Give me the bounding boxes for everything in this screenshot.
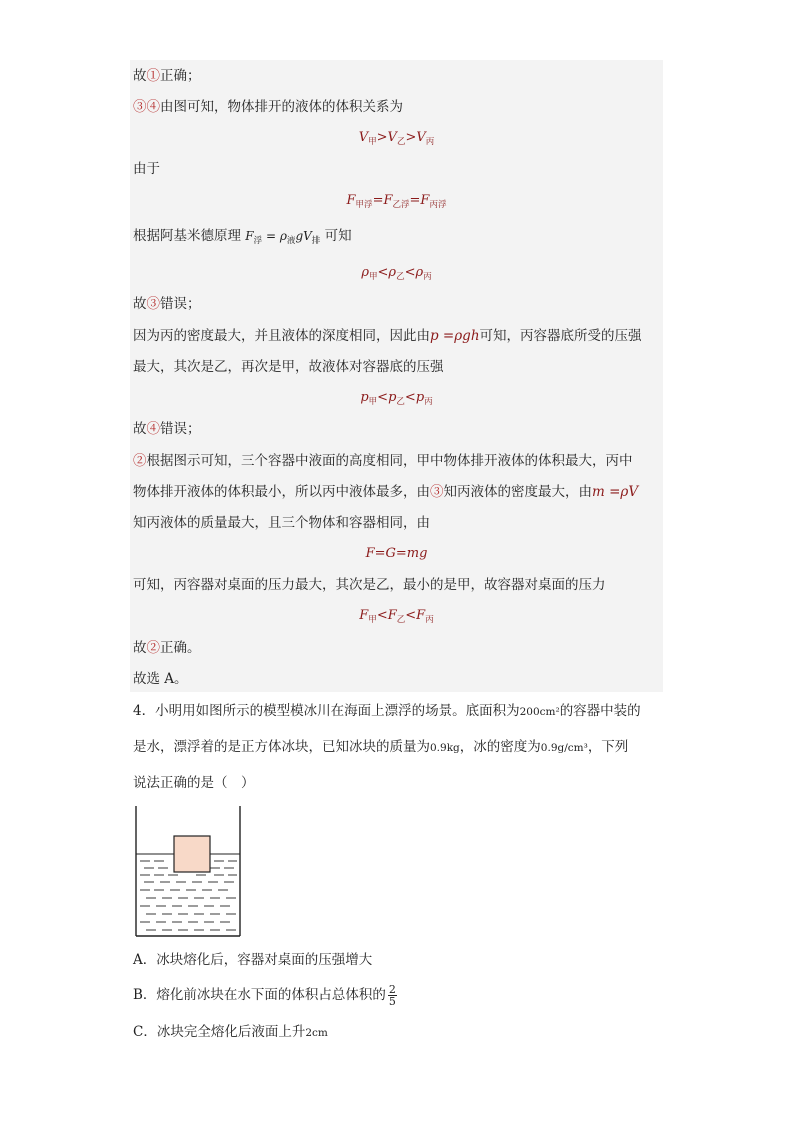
solution-line-correct-2: 故②正确。 — [133, 640, 201, 656]
container-diagram — [134, 806, 244, 938]
solution-answer: 故选 A。 — [133, 671, 188, 687]
equation-volume: $V_甲>V_乙>V_丙$ — [358, 130, 435, 147]
solution-line-wrong-4: 故④错误； — [133, 421, 201, 437]
text: 由图可知，物体排开的液体的体积关系为 — [160, 99, 403, 115]
option-b[interactable]: B．熔化前冰块在水下面的体积占总体积的 $\frac{2}{5}$ — [133, 983, 396, 1008]
question-line-1: 4．小明用如图所示的模型模冰川在海面上漂浮的场景。底面积为200cm²的容器中装的 — [133, 703, 641, 719]
solution-line-archimedes: 根据阿基米德原理 $F_浮 = \rho_液gV_排$ 可知 — [133, 228, 352, 246]
text: 故 — [133, 68, 147, 84]
solution-line-due: 由于 — [133, 161, 160, 177]
question-line-2: 是水，漂浮着的是正方体冰块，已知冰块的质量为0.9kg，冰的密度为0.9g/cm³，下列 — [133, 739, 629, 755]
circled-number: ① — [146, 68, 160, 84]
solution-line-wrong-3: 故③错误； — [133, 296, 201, 312]
circled-numbers: ③④ — [133, 99, 160, 115]
solution-line-1 — [133, 66, 201, 86]
solution-para-2-line-1: ②根据图示可知，三个容器中液面的高度相同，甲中物体排开液体的体积最大，丙中 — [133, 453, 633, 469]
equation-pressure: $p_甲<p_乙<p_丙$ — [360, 390, 433, 407]
equation-density: $\rho_甲<\rho_乙<\rho_丙$ — [361, 265, 432, 282]
solution-para-1-line-2: 最大，其次是乙，再次是甲，故液体对容器底的压强 — [133, 359, 444, 375]
option-a[interactable]: A．冰块熔化后，容器对桌面的压强增大 — [133, 952, 373, 968]
ice-cube — [174, 836, 210, 872]
question-line-3: 说法正确的是（ ） — [133, 775, 255, 791]
solution-para-3: 可知，丙容器对桌面的压力最大，其次是乙，最小的是甲，故容器对桌面的压力 — [133, 577, 606, 593]
solution-line-2 — [133, 97, 403, 117]
option-c[interactable]: C．冰块完全熔化后液面上升2cm — [133, 1024, 328, 1040]
solution-para-2-line-2: 物体排开液体的体积最小，所以丙中液体最多，由③知丙液体的密度最大，由m =ρV — [133, 484, 639, 500]
equation-buoyancy: $F_{甲浮}=F_{乙浮}=F_{丙浮}$ — [346, 193, 447, 210]
equation-force-weight: F=G=mg — [365, 546, 428, 561]
fraction: $\frac{2}{5}$ — [388, 983, 396, 1008]
solution-para-1-line-1: 因为丙的密度最大，并且液体的深度相同，因此由p =ρgh可知，丙容器底所受的压强 — [133, 328, 642, 344]
text: 正确； — [160, 68, 201, 84]
solution-para-2-line-3: 知丙液体的质量最大，且三个物体和容器相同，由 — [133, 515, 430, 531]
equation-force: $F_甲<F_乙<F_丙$ — [359, 608, 434, 625]
